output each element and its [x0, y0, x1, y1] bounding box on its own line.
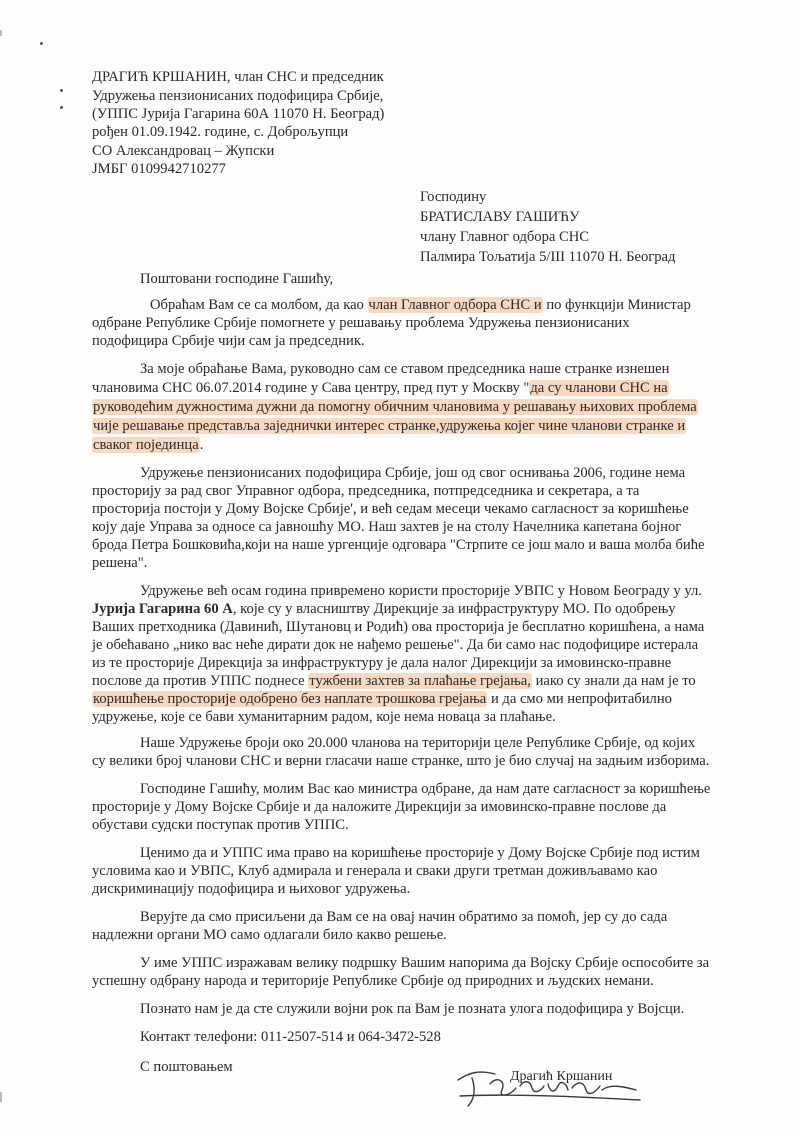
sender-line: ДРАГИЋ КРШАНИН, члан СНС и председник — [92, 69, 384, 85]
paragraph-line: успешну одбрану народа и територије Републике Србије од природних и људских немани. — [92, 973, 654, 989]
sender-line: рођен 01.09.1942. године, с. Доброљупци — [92, 124, 349, 140]
sender-line: (УППС Јурија Гагарина 60А 11070 Н. Београд) — [92, 106, 385, 122]
text-run: послове да против УППС поднесе — [92, 673, 309, 689]
paragraph-line — [92, 419, 686, 434]
paragraph-line — [92, 438, 203, 453]
text-run: . — [199, 437, 204, 453]
paragraph-line: подофицира Србије чији сам ја председник. — [92, 333, 365, 349]
paragraph-line: удружење, које се бави хуманитарним радом, које нема новаца за плаћање. — [92, 709, 556, 725]
paragraph-line: обустави судски поступак против УППС. — [92, 817, 349, 833]
sender-line: СО Александровац – Жупски — [92, 143, 275, 159]
signature-name: Драгић Кршанин — [510, 1069, 613, 1084]
recipient-line: члану Главног одбора СНС — [420, 229, 590, 245]
paragraph-line: одбране Републике Србије помогнете у решавању проблема Удружења пензионисаних — [92, 315, 630, 331]
text-run: иако су знали да нам је то — [531, 673, 696, 689]
paragraph-line: надлежни органи МО само одлагали било какво решење. — [92, 927, 447, 943]
paragraph-line: Господине Гашићу, молим Вас као министра одбране, да нам дате сагласност за коришћење — [140, 781, 711, 797]
text-run: по функцији Министар — [542, 297, 691, 313]
highlighted-text: руководећим дужностима дужни да помогну обичним члановима у решавању њихових проблема — [93, 399, 697, 415]
handwritten-signature — [450, 1050, 650, 1110]
recipient-line: Господину — [420, 189, 487, 205]
paragraph-line: У име УППС изражавам велику подршку Вашим напорима да Војску Србије оспособите за — [140, 955, 710, 971]
contact-phones: Контакт телефони: 011-2507-514 и 064-3472-528 — [140, 1029, 441, 1045]
paragraph-line: је обећавано „нико вас неће дирати док не нађемо решење". Да би само нас подофицире истерала — [92, 637, 699, 653]
recipient-address: Палмира Тољатија 5/III 11070 Н. Београд — [420, 249, 676, 265]
scan-dot — [40, 42, 43, 45]
paragraph-line: Удружење већ осам година привремено користи просторије УВПС у Новом Београду у ул. — [140, 583, 702, 599]
highlighted-text: чије решавање представља заједнички интерес странке,удружења којег чине чланови странке и — [93, 418, 686, 434]
text-run: Обраћам Вам се са молбом, да као — [150, 297, 368, 313]
salutation: Поштовани господине Гашићу, — [140, 271, 333, 287]
scan-edge-mark — [0, 1092, 2, 1102]
paragraph-line: Ценимо да и УППС има право на коришћење просторије у Дому Војске Србије под истим — [140, 845, 700, 861]
paragraph-line: брода Петра Бошковића,који на наше ургенције одговара "Стрпите се још мало и ваша молба биће — [92, 537, 705, 553]
paragraph-line: коју даје Управа за односе са јавношћу МО. Наш захтев је на столу Начелника капетана бојног — [92, 519, 682, 535]
paragraph-line: Познато нам је да сте служили војни рок па Вам је позната улога подофицира у Војсци. — [140, 1001, 685, 1017]
paragraph-line: дискриминацију подофицира и њиховог удружења. — [92, 881, 411, 897]
recipient-name: БРАТИСЛАВУ ГАШИЋУ — [420, 209, 580, 225]
paragraph-line: из те просторије Дирекција за инфраструктуру је дала налог Дирекцији за имовинско-правне — [92, 655, 672, 671]
scan-dot — [60, 106, 63, 109]
paragraph-line — [92, 381, 669, 396]
paragraph-line: Верујте да смо присиљени да Вам се на овај начин обратимо за помоћ, јер су до сада — [140, 909, 668, 925]
paragraph-line: просторије у Дому Војске Србије и да наложите Дирекцији за имовинско-правне послове да — [92, 799, 667, 815]
paragraph-line: За моје обраћање Вама, руководно сам се ставом председника наше странке изнешен — [140, 361, 670, 377]
highlighted-text: коришћење просторије одобрено без наплате трошкова грејања — [93, 691, 487, 707]
highlighted-text: члан Главног одбора СНС и — [368, 297, 542, 313]
paragraph-line — [92, 674, 696, 689]
scan-dot — [60, 89, 63, 92]
highlighted-text: сваког појединца — [93, 437, 199, 453]
paragraph-line — [92, 692, 672, 707]
paragraph-line: су велики број чланови СНС и верни гласачи наше странке, што је био случај на задњим изборима. — [92, 753, 710, 769]
highlighted-text: да су чланови СНС на — [530, 380, 668, 396]
highlighted-text: тужбени захтев за плаћање грејања, — [309, 673, 531, 689]
paragraph-line — [92, 602, 676, 617]
text-run: и да смо ми непрофитабилно — [487, 691, 672, 707]
paragraph-line: Ваших претходника (Давинић, Шутановц и Родић) ова просторија је бесплатно коришћена, а нама — [92, 619, 705, 635]
paragraph-line: просторију за рад свог Управног одбора, председника, потпредседника и секретара, а та — [92, 483, 640, 499]
street-address: Јурија Гагарина 60 А — [92, 601, 233, 617]
paragraph-line: условима као и УВПС, Клуб адмирала и генерала и сваки други третман доживљавамо као — [92, 863, 658, 879]
paragraph-line: Наше Удружење броји око 20.000 чланова на територији целе Републике Србије, од којих — [140, 735, 696, 751]
paragraph-line — [92, 400, 698, 415]
text-run: , које су у власништву Дирекције за инфраструктуру МО. По одобрењу — [232, 601, 676, 617]
paragraph-line: Удружење пензионисаних подофицира Србије, још од свог оснивања 2006, године нема — [140, 465, 686, 481]
sender-line: Удружења пензионисаних подофицира Србије, — [92, 88, 384, 104]
scan-edge-mark — [0, 30, 2, 36]
paragraph-line — [150, 298, 691, 313]
paragraph-line: решена". — [92, 555, 148, 571]
paragraph-line: просторија постоји у Дому Војске Србије', и већ седам месеци чекамо сагласност за коришћење — [92, 501, 689, 517]
text-run: члановима СНС 06.07.2014 године у Сава центру, пред пут у Москву " — [92, 380, 530, 396]
sender-line: ЈМБГ 0109942710277 — [92, 161, 226, 177]
closing: С поштовањем — [140, 1059, 233, 1075]
